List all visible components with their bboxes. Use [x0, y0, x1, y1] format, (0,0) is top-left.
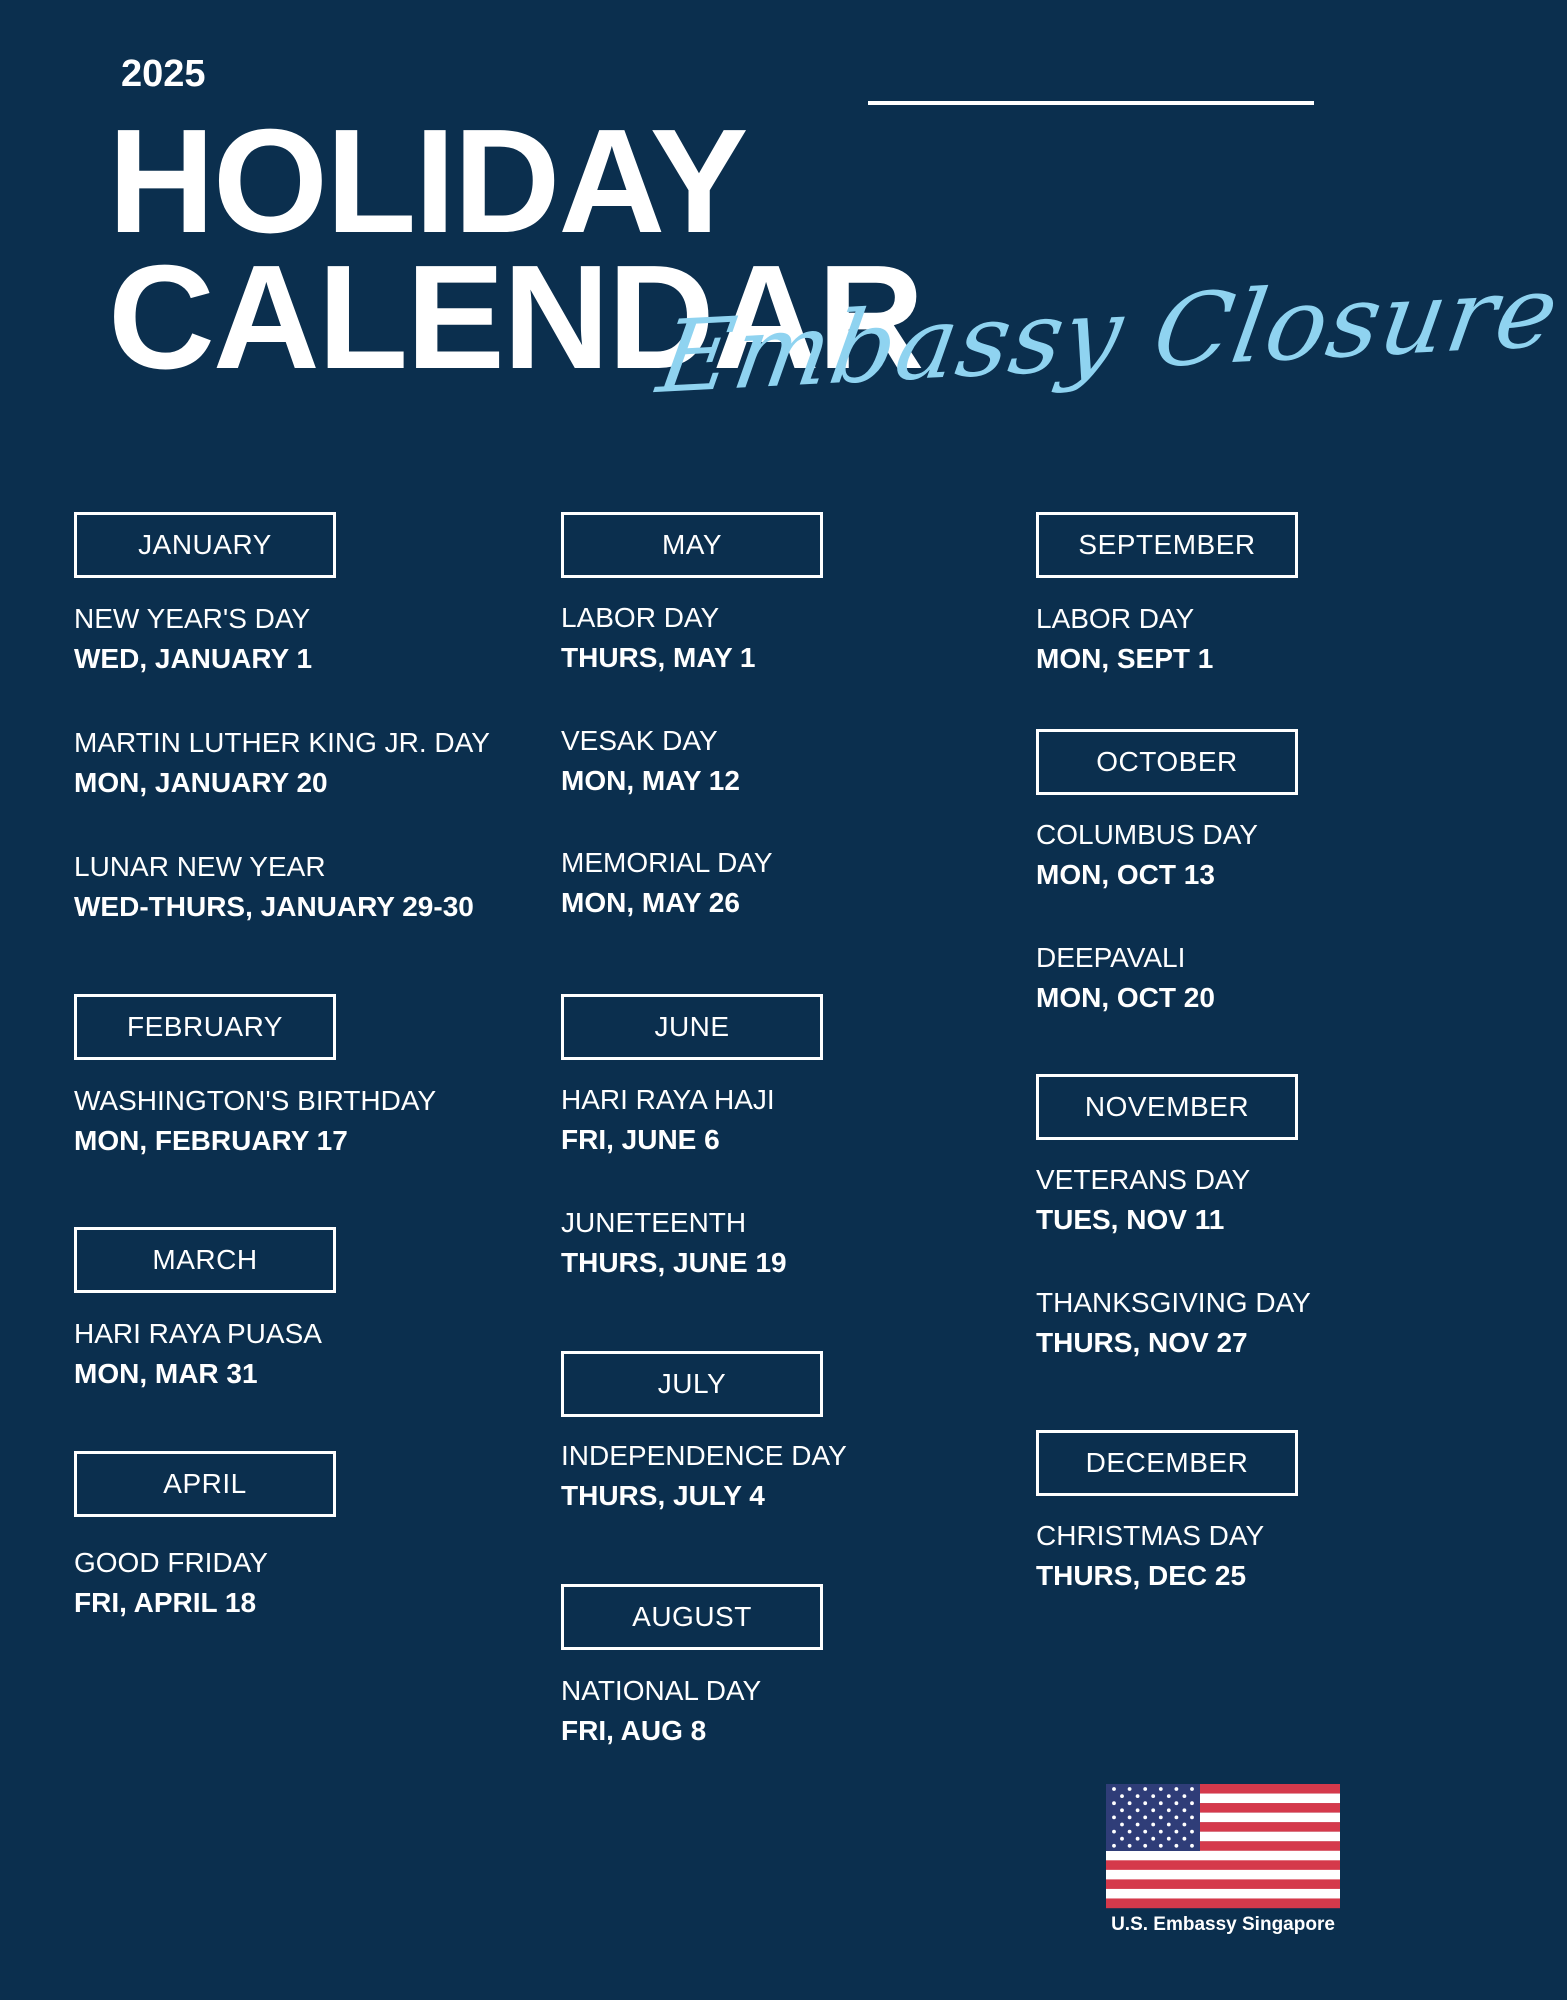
header-rule [868, 101, 1314, 105]
holiday-juneteenth [561, 1209, 787, 1277]
month-header-march: MARCH [74, 1227, 336, 1293]
holiday-national-day [561, 1677, 761, 1745]
holiday-date: MON, MAY 12 [561, 765, 740, 796]
holiday-date: FRI, AUG 8 [561, 1715, 707, 1746]
holiday-name: VESAK DAY [561, 725, 718, 756]
holiday-date: THURS, MAY 1 [561, 642, 756, 673]
holiday-name: MEMORIAL DAY [561, 847, 773, 878]
holiday-name: GOOD FRIDAY [74, 1547, 268, 1578]
subtitle-script: Embassy Closure [650, 252, 1567, 416]
holiday-name: THANKSGIVING DAY [1036, 1287, 1311, 1318]
holiday-name: LUNAR NEW YEAR [74, 851, 326, 882]
title-line-2: CALENDAR [108, 235, 923, 400]
holiday-hari-raya-haji [561, 1086, 775, 1154]
month-header-november: NOVEMBER [1036, 1074, 1298, 1140]
holiday-date: TUES, NOV 11 [1036, 1204, 1225, 1235]
holiday-name: HARI RAYA HAJI [561, 1084, 775, 1115]
holiday-labor-day-may [561, 604, 756, 672]
holiday-date: MON, SEPT 1 [1036, 643, 1214, 674]
holiday-lunar-new-year [74, 853, 474, 921]
holiday-name: INDEPENDENCE DAY [561, 1440, 847, 1471]
holiday-memorial-day [561, 849, 773, 917]
holiday-washingtons-birthday [74, 1087, 436, 1155]
holiday-name: CHRISTMAS DAY [1036, 1520, 1265, 1551]
month-header-august: AUGUST [561, 1584, 823, 1650]
holiday-name: MARTIN LUTHER KING JR. DAY [74, 727, 490, 758]
month-header-july: JULY [561, 1351, 823, 1417]
holiday-name: HARI RAYA PUASA [74, 1318, 322, 1349]
holiday-name: LABOR DAY [561, 602, 720, 633]
month-header-february: FEBRUARY [74, 994, 336, 1060]
holiday-date: MON, OCT 13 [1036, 859, 1215, 890]
holiday-date: FRI, JUNE 6 [561, 1124, 720, 1155]
holiday-date: MON, OCT 20 [1036, 982, 1215, 1013]
embassy-caption: U.S. Embassy Singapore [1111, 1914, 1335, 1935]
month-header-december: DECEMBER [1036, 1430, 1298, 1496]
holiday-deepavali [1036, 944, 1215, 1012]
holiday-date: FRI, APRIL 18 [74, 1587, 257, 1618]
holiday-hari-raya-puasa [74, 1320, 322, 1388]
holiday-name: JUNETEENTH [561, 1207, 747, 1238]
month-header-april: APRIL [74, 1451, 336, 1517]
holiday-name: COLUMBUS DAY [1036, 819, 1258, 850]
month-header-september: SEPTEMBER [1036, 512, 1298, 578]
holiday-date: MON, MAR 31 [74, 1358, 258, 1389]
holiday-name: LABOR DAY [1036, 603, 1195, 634]
holiday-columbus-day [1036, 821, 1258, 889]
holiday-name: VETERANS DAY [1036, 1164, 1251, 1195]
holiday-mlk-day [74, 729, 490, 797]
holiday-date: THURS, JUNE 19 [561, 1247, 787, 1278]
holiday-date: MON, FEBRUARY 17 [74, 1125, 348, 1156]
holiday-date: THURS, NOV 27 [1036, 1327, 1248, 1358]
holiday-new-years-day [74, 605, 312, 673]
holiday-thanksgiving-day [1036, 1289, 1311, 1357]
month-header-may: MAY [561, 512, 823, 578]
month-header-january: JANUARY [74, 512, 336, 578]
holiday-date: THURS, DEC 25 [1036, 1560, 1247, 1591]
holiday-date: MON, JANUARY 20 [74, 767, 328, 798]
holiday-name: DEEPAVALI [1036, 942, 1186, 973]
holiday-date: WED-THURS, JANUARY 29-30 [74, 891, 474, 922]
holiday-date: THURS, JULY 4 [561, 1480, 765, 1511]
us-flag-icon [1106, 1784, 1340, 1908]
holiday-labor-day-sept [1036, 605, 1213, 673]
holiday-name: WASHINGTON'S BIRTHDAY [74, 1085, 437, 1116]
holiday-name: NATIONAL DAY [561, 1675, 762, 1706]
holiday-name: NEW YEAR'S DAY [74, 603, 311, 634]
holiday-christmas-day [1036, 1522, 1264, 1590]
holiday-good-friday [74, 1549, 268, 1617]
holiday-date: MON, MAY 26 [561, 887, 740, 918]
year-label: 2025 [121, 53, 206, 95]
holiday-independence-day [561, 1442, 847, 1510]
holiday-vesak-day [561, 727, 740, 795]
title-line-1: HOLIDAY [108, 99, 747, 264]
holiday-date: WED, JANUARY 1 [74, 643, 313, 674]
holiday-veterans-day [1036, 1166, 1250, 1234]
month-header-october: OCTOBER [1036, 729, 1298, 795]
month-header-june: JUNE [561, 994, 823, 1060]
